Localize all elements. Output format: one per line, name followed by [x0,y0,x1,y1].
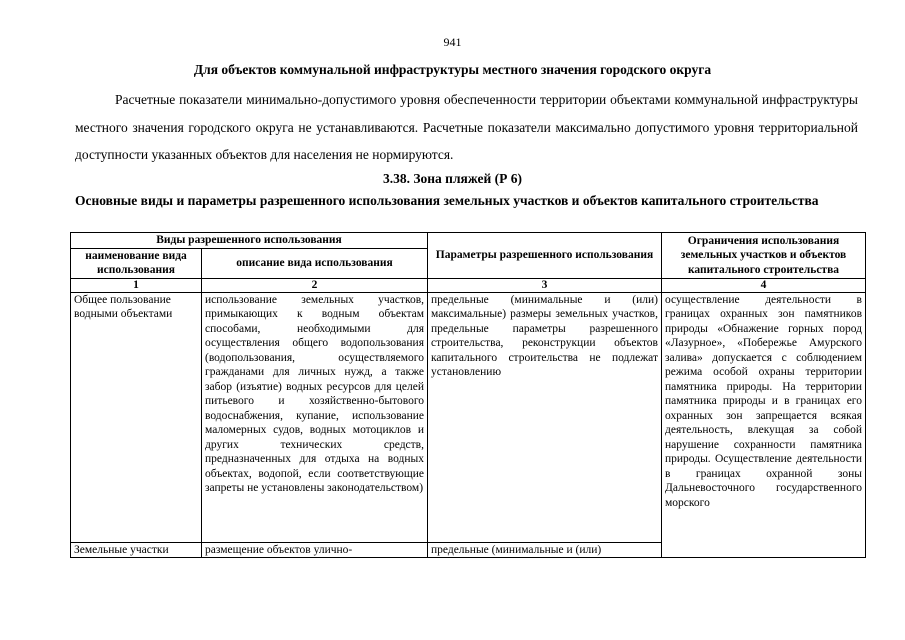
column-number-2: 2 [202,278,428,292]
column-number-1: 1 [71,278,202,292]
infrastructure-heading: Для объектов коммунальной инфраструктуры местного значения городского округа [193,62,712,77]
page-number: 941 [443,35,462,49]
row2-parameters: предельные (минимальные и (или) [428,542,662,558]
row2-use-name: Земельные участки [71,542,202,558]
header-use-description: описание вида использования [202,248,428,278]
row1-parameters-text: предельные (минимальные и (или) максимальные) размеры земельных участков, предельные параметры разрешенного строительства, реконструкции объектов капитального строительства не подлежат установлению [431,293,658,378]
table-row [71,292,866,542]
row1-use-name-text: Общее пользование водными объектами [74,293,173,320]
row1-restrictions-text: осуществление деятельности в границах охранных зон памятников природы «Обнажение горных пород «Лазурное», «Побережье Амурского залива» допускается с соблюдением режима особой охраны территории памятника природы. На территории памятника природы и в границах его охранных зон запрещается всякая деятельность, влекущая за собой нарушение сохранности памятника природы. Осуществление деятельности в границах охранной зоны Дальневосточного государственного морского [665,293,862,509]
header-use-name: наименование вида использования [71,248,202,278]
row1-use-description [202,292,428,542]
paragraph-text: Расчетные показатели минимально-допустимого уровня обеспеченности территории объектами коммунальной инфраструктуры местного значения городского округа не устанавливаются. Расчетные показатели максимально допустимого уровня территориальной доступности указанных объектов для населения не нормируются. [75,92,858,162]
column-number-4: 4 [662,278,866,292]
row1-use-description-text: использование земельных участков, примыкающих к водным объектам способами, необходимыми для осуществления общего водопользования (водопользования, осуществляемого гражданами для личных нужд, а также забор (изъятие) водных ресурсов для целей питьевого и хозяйственно-бытового водоснабжения, купание, использование маломерных судов, водных мотоциклов и других технических средств, предназначенных для отдыха на водных объектах, водопой, если соответствующие запреты не установлены законодательством) [205,293,424,494]
infrastructure-paragraph [75,86,858,169]
header-parameters: Параметры разрешенного использования [428,233,662,279]
row1-parameters [428,292,662,542]
row1-restrictions [662,292,866,558]
row1-use-name [71,292,202,542]
section-title: Основные виды и параметры разрешенного использования земельных участков и объектов капитального строительства [75,193,819,208]
land-use-table [70,232,866,558]
zone-title: 3.38. Зона пляжей (Р 6) [383,171,522,186]
header-group-types: Виды разрешенного использования [71,233,428,249]
column-number-3: 3 [428,278,662,292]
header-restrictions: Ограничения использования земельных участков и объектов капитального строительства [662,233,866,279]
row2-use-description: размещение объектов улично- [202,542,428,558]
